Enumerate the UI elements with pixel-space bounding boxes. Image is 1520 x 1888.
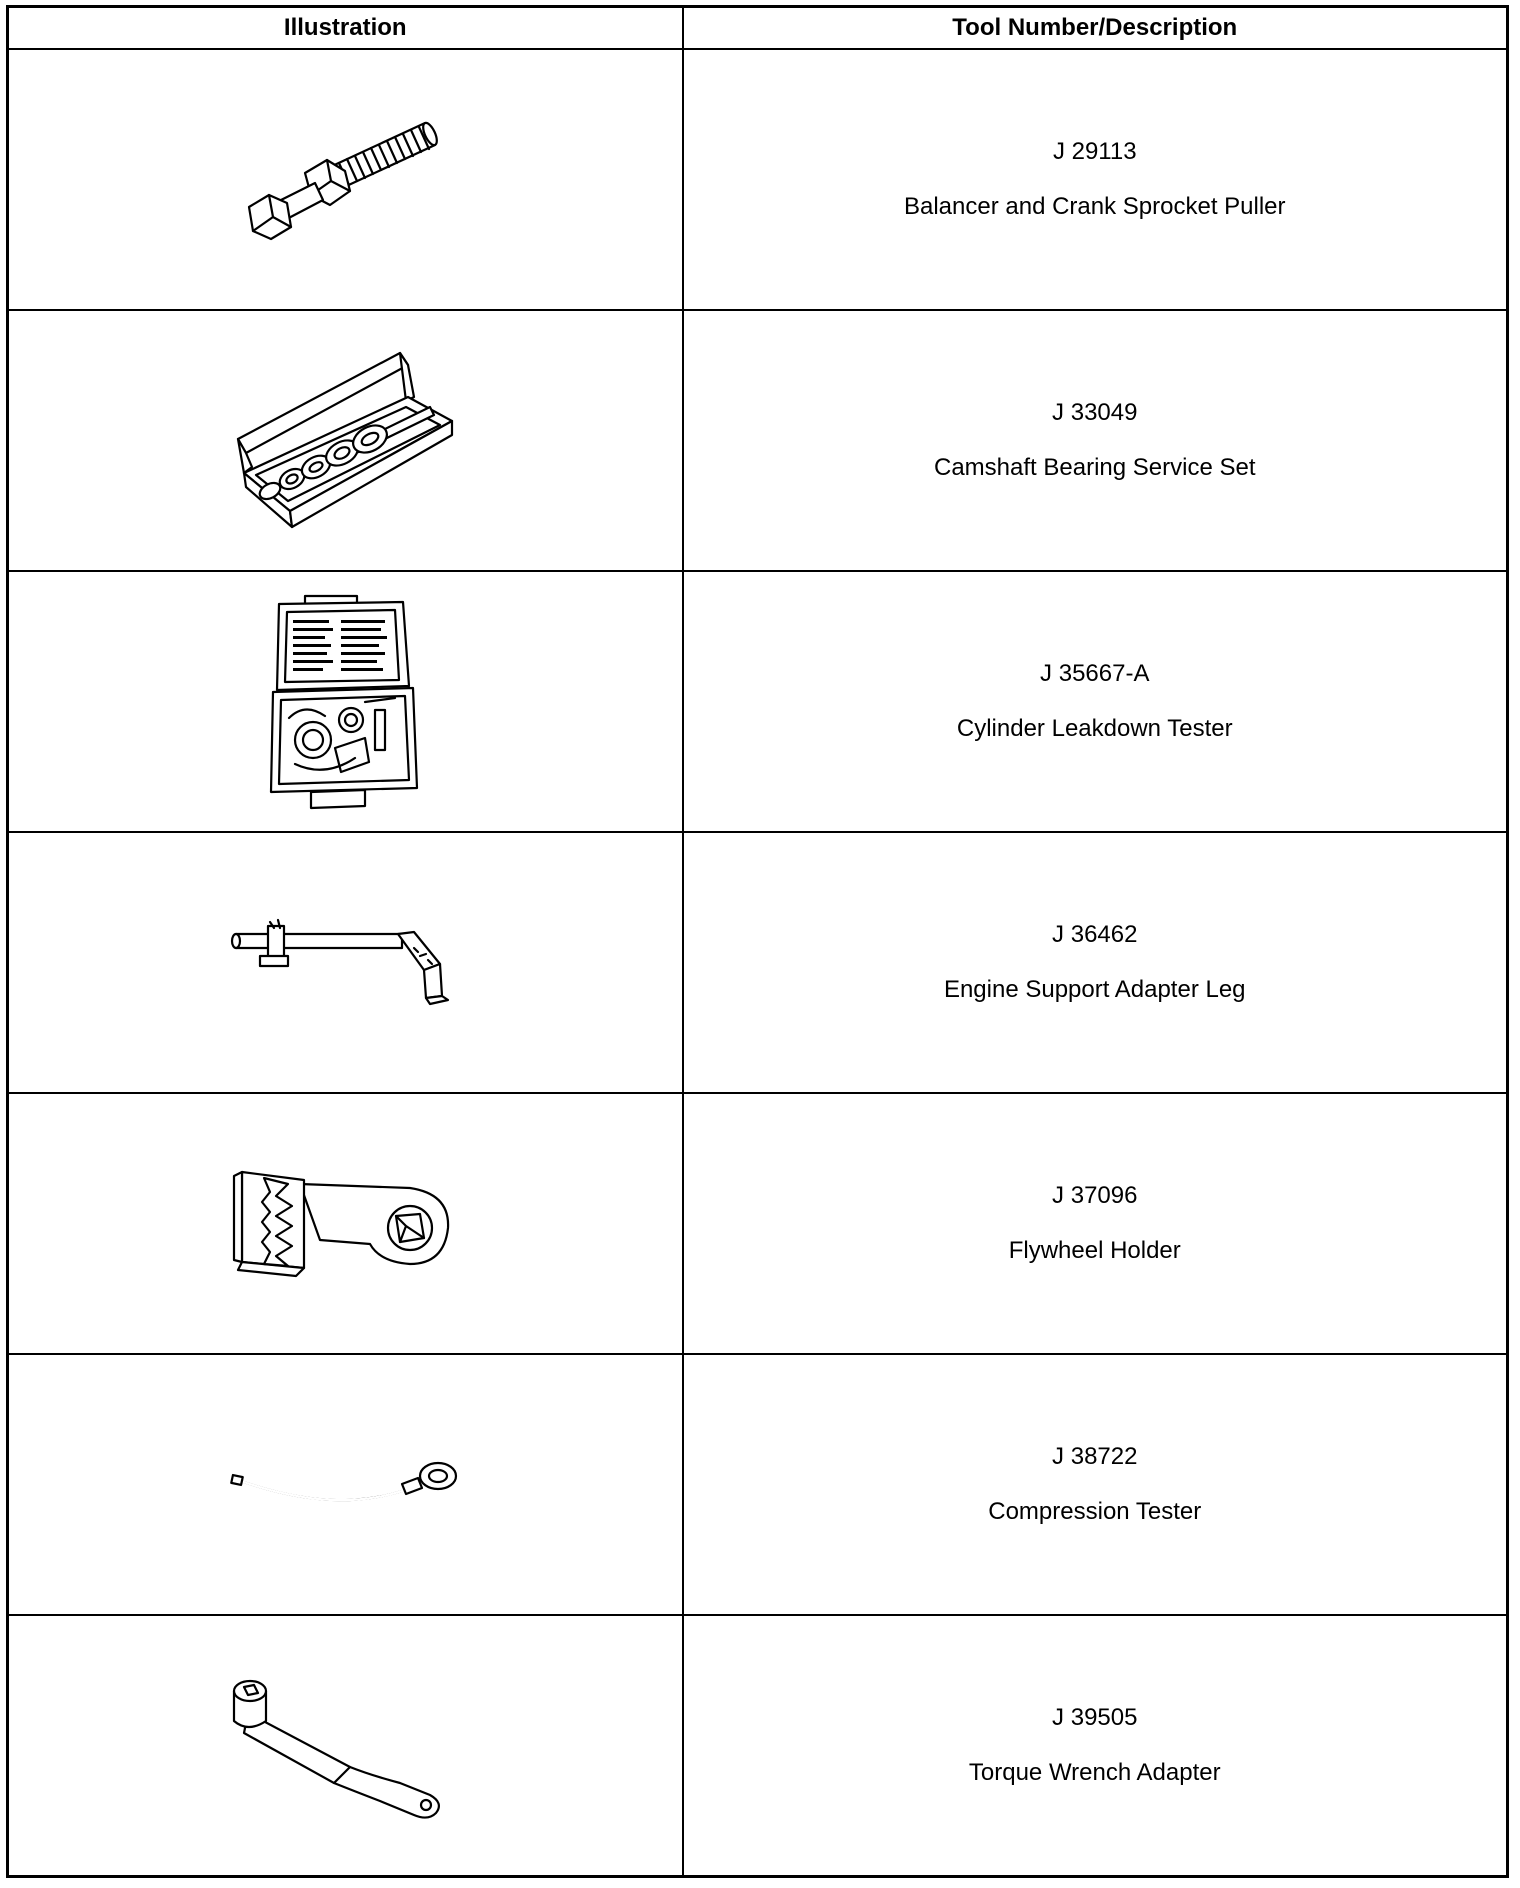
tool-description: Camshaft Bearing Service Set [934, 454, 1256, 481]
flywheel-holder-icon [230, 1164, 460, 1284]
illustration-cell [8, 1093, 683, 1354]
illustration-cell [8, 1615, 683, 1877]
table-row [8, 49, 1508, 310]
tool-cell [683, 832, 1508, 1093]
illustration-cell [8, 49, 683, 310]
table-row [8, 310, 1508, 571]
tool-description: Flywheel Holder [1008, 1237, 1181, 1264]
illustration-cell [8, 1354, 683, 1615]
tool-number: J 37096 [1052, 1182, 1138, 1209]
compression-hose-icon [230, 1450, 460, 1520]
table-row [8, 571, 1508, 832]
illustration-column-header: Illustration [8, 7, 683, 50]
tool-cell [683, 1615, 1508, 1877]
tool-description: Engine Support Adapter Leg [943, 976, 1246, 1003]
tool-description: Cylinder Leakdown Tester [956, 715, 1233, 742]
leakdown-tester-case-icon [265, 592, 425, 812]
table-row [8, 1615, 1508, 1877]
adapter-leg-icon [230, 918, 460, 1008]
table-row [8, 1354, 1508, 1615]
torque-adapter-icon [230, 1671, 460, 1821]
tool-cell [683, 571, 1508, 832]
illustration-cell [8, 571, 683, 832]
tool-number: J 38722 [1052, 1443, 1138, 1470]
tool-cell [683, 310, 1508, 571]
illustration-cell [8, 832, 683, 1093]
tool-number: J 39505 [1052, 1704, 1138, 1731]
tool-column-header: Tool Number/Description [683, 7, 1508, 50]
tool-number: J 29113 [1052, 138, 1137, 165]
puller-bolt-icon [235, 105, 455, 255]
header-row [8, 7, 1508, 50]
illustration-cell [8, 310, 683, 571]
table-row [8, 832, 1508, 1093]
tool-number: J 33049 [1052, 399, 1138, 426]
tool-description: Compression Tester [988, 1498, 1202, 1525]
special-tools-table [6, 5, 1509, 1878]
tool-description: Balancer and Crank Sprocket Puller [903, 193, 1286, 220]
table-row [8, 1093, 1508, 1354]
tool-description: Torque Wrench Adapter [968, 1759, 1221, 1786]
tool-cell [683, 1093, 1508, 1354]
bearing-set-case-icon [230, 341, 460, 541]
tool-cell [683, 49, 1508, 310]
tool-number: J 36462 [1052, 921, 1138, 948]
tool-number: J 35667-A [1040, 660, 1150, 687]
tool-cell [683, 1354, 1508, 1615]
